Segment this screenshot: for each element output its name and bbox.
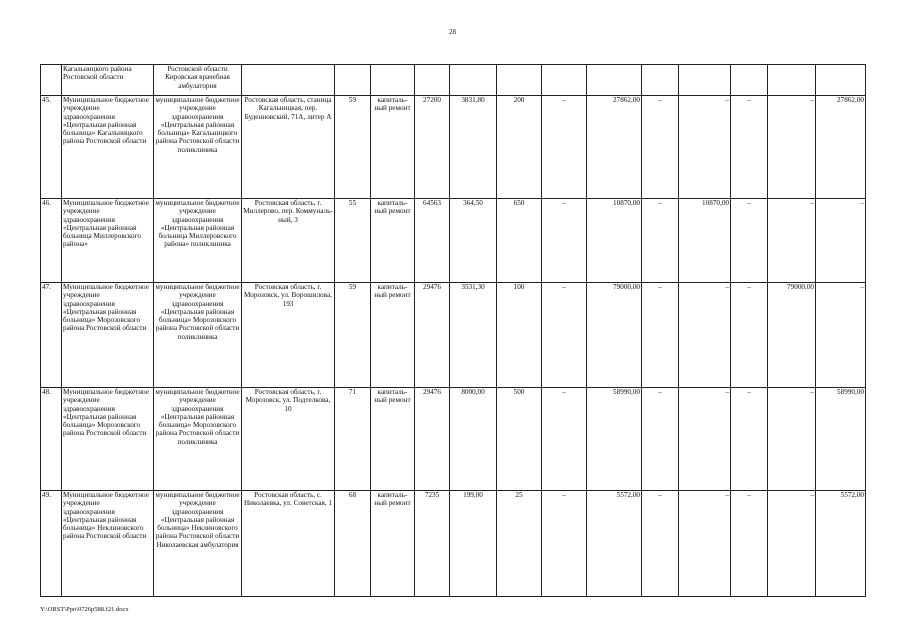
value-c-cell: 100 xyxy=(497,283,542,388)
value-h-cell xyxy=(731,65,768,96)
institution-cell: муниципальное бюджетное учреждение здравоохранения «Центральная районная больница» Неклиновского района Ростовской области Николаевская амбулатория xyxy=(154,491,242,597)
row-number xyxy=(41,65,62,96)
work-type-cell: капиталь-ный ремонт xyxy=(371,491,415,597)
institution-cell: муниципальное бюджетное учреждение здравоохранения «Центральная районная больница» Морозовского района Ростовской области поликлиника xyxy=(154,283,242,388)
value-e-cell: 10870,00 xyxy=(587,199,642,283)
count-cell: 71 xyxy=(335,388,371,491)
value-d-cell: – xyxy=(542,283,587,388)
value-i-cell: 79000,00 xyxy=(768,283,816,388)
work-type-cell xyxy=(371,65,415,96)
table-row xyxy=(41,491,866,597)
value-i-cell: – xyxy=(768,199,816,283)
institution-cell: муниципальное бюджетное учреждение здравоохранения «Центральная районная больница» Кагальницкого района Ростовской области поликлиника xyxy=(154,96,242,199)
value-h-cell: – xyxy=(731,388,768,491)
address-cell: Ростовская область, г. Морозовск, ул. Ворошилова, 193 xyxy=(242,283,335,388)
organization-cell: Муниципальное бюджетное учреждение здравоохранения «Центральная районная больница Миллеровского района» xyxy=(62,199,154,283)
organization-cell: Муниципальное бюджетное учреждение здравоохранения «Центральная районная больница» Морозовского района Ростовской области xyxy=(62,388,154,491)
value-b-cell xyxy=(450,65,497,96)
value-e-cell: 27862,00 xyxy=(587,96,642,199)
value-e-cell: 79000,00 xyxy=(587,283,642,388)
value-j-cell: 27862,00 xyxy=(816,96,866,199)
value-g-cell: – xyxy=(679,388,731,491)
address-cell: Ростовская область, с. Николаевка, ул. Советская, 1 xyxy=(242,491,335,597)
institution-cell: Ростовской области Кировская врачебная амбулатория xyxy=(154,65,242,96)
value-c-cell xyxy=(497,65,542,96)
value-h-cell: – xyxy=(731,491,768,597)
value-b-cell: 3531,30 xyxy=(450,283,497,388)
value-b-cell: 8000,00 xyxy=(450,388,497,491)
count-cell: 59 xyxy=(335,96,371,199)
value-f-cell: – xyxy=(642,283,679,388)
value-e-cell: 58990,00 xyxy=(587,388,642,491)
value-h-cell: – xyxy=(731,283,768,388)
value-c-cell: 25 xyxy=(497,491,542,597)
work-type-cell: капиталь-ный ремонт xyxy=(371,199,415,283)
value-c-cell: 200 xyxy=(497,96,542,199)
table-row xyxy=(41,283,866,388)
row-number: 48. xyxy=(41,388,62,491)
organization-cell: Муниципальное бюджетное учреждение здравоохранения «Центральная районная больница» Морозовского района Ростовской области xyxy=(62,283,154,388)
value-d-cell: – xyxy=(542,388,587,491)
row-number: 45. xyxy=(41,96,62,199)
value-h-cell: – xyxy=(731,96,768,199)
row-number: 46. xyxy=(41,199,62,283)
count-cell: 55 xyxy=(335,199,371,283)
value-a-cell: 27200 xyxy=(415,96,450,199)
value-c-cell: 650 xyxy=(497,199,542,283)
row-number: 49. xyxy=(41,491,62,597)
organization-cell: Муниципальное бюджетное учреждение здравоохранения «Центральная районная больница» Неклиновского района Ростовской области xyxy=(62,491,154,597)
table-row xyxy=(41,65,866,96)
value-f-cell: – xyxy=(642,491,679,597)
work-type-cell: капиталь-ный ремонт xyxy=(371,96,415,199)
value-f-cell: – xyxy=(642,96,679,199)
value-g-cell: – xyxy=(679,283,731,388)
value-i-cell: – xyxy=(768,491,816,597)
value-j-cell: – xyxy=(816,283,866,388)
value-i-cell: – xyxy=(768,388,816,491)
page-number: 28 xyxy=(449,28,456,36)
value-j-cell: – xyxy=(816,199,866,283)
value-g-cell: – xyxy=(679,491,731,597)
value-b-cell: 3831,80 xyxy=(450,96,497,199)
value-b-cell: 199,00 xyxy=(450,491,497,597)
address-cell: Ростовская область, г. Морозовск, ул. Подтелкова, 10 xyxy=(242,388,335,491)
count-cell: 68 xyxy=(335,491,371,597)
table-row xyxy=(41,199,866,283)
facilities-table xyxy=(40,64,866,597)
value-d-cell: – xyxy=(542,491,587,597)
value-i-cell xyxy=(768,65,816,96)
count-cell xyxy=(335,65,371,96)
row-number: 47. xyxy=(41,283,62,388)
value-g-cell xyxy=(679,65,731,96)
value-d-cell: – xyxy=(542,96,587,199)
organization-cell: Муниципальное бюджетное учреждение здравоохранения «Центральная районная больница» Кагальницкого района Ростовской области xyxy=(62,96,154,199)
value-j-cell xyxy=(816,65,866,96)
value-e-cell: 5572,00 xyxy=(587,491,642,597)
value-b-cell: 364,50 xyxy=(450,199,497,283)
organization-cell: Кагальницкого района Ростовской области xyxy=(62,65,154,96)
table-row xyxy=(41,96,866,199)
address-cell: Ростовская область, станица Кагальницкая, пер. Буденновский, 71А, литер А xyxy=(242,96,335,199)
institution-cell: муниципальное бюджетное учреждение здравоохранения «Центральная районная больница Миллеровского района» поликлиника xyxy=(154,199,242,283)
address-cell xyxy=(242,65,335,96)
table-row xyxy=(41,388,866,491)
footer-file-path: Y:\ORST\Ppo\0726p588.f21.docx xyxy=(40,606,129,613)
value-a-cell: 64563 xyxy=(415,199,450,283)
address-cell: Ростовская область, г. Миллерово, пер. Коммуналь-ный, 3 xyxy=(242,199,335,283)
count-cell: 59 xyxy=(335,283,371,388)
value-d-cell: – xyxy=(542,199,587,283)
value-a-cell: 7235 xyxy=(415,491,450,597)
value-a-cell: 29476 xyxy=(415,283,450,388)
value-j-cell: 5572,00 xyxy=(816,491,866,597)
value-f-cell: – xyxy=(642,388,679,491)
value-d-cell xyxy=(542,65,587,96)
value-a-cell: 29476 xyxy=(415,388,450,491)
value-h-cell: – xyxy=(731,199,768,283)
value-g-cell: 10870,00 xyxy=(679,199,731,283)
value-j-cell: 58990,00 xyxy=(816,388,866,491)
work-type-cell: капиталь-ный ремонт xyxy=(371,388,415,491)
value-i-cell: – xyxy=(768,96,816,199)
value-g-cell: – xyxy=(679,96,731,199)
value-e-cell xyxy=(587,65,642,96)
work-type-cell: капиталь-ный ремонт xyxy=(371,283,415,388)
value-f-cell xyxy=(642,65,679,96)
value-a-cell xyxy=(415,65,450,96)
value-c-cell: 500 xyxy=(497,388,542,491)
value-f-cell: – xyxy=(642,199,679,283)
institution-cell: муниципальное бюджетное учреждение здравоохранения «Центральная районная больница» Морозовского района Ростовской области поликлиника xyxy=(154,388,242,491)
